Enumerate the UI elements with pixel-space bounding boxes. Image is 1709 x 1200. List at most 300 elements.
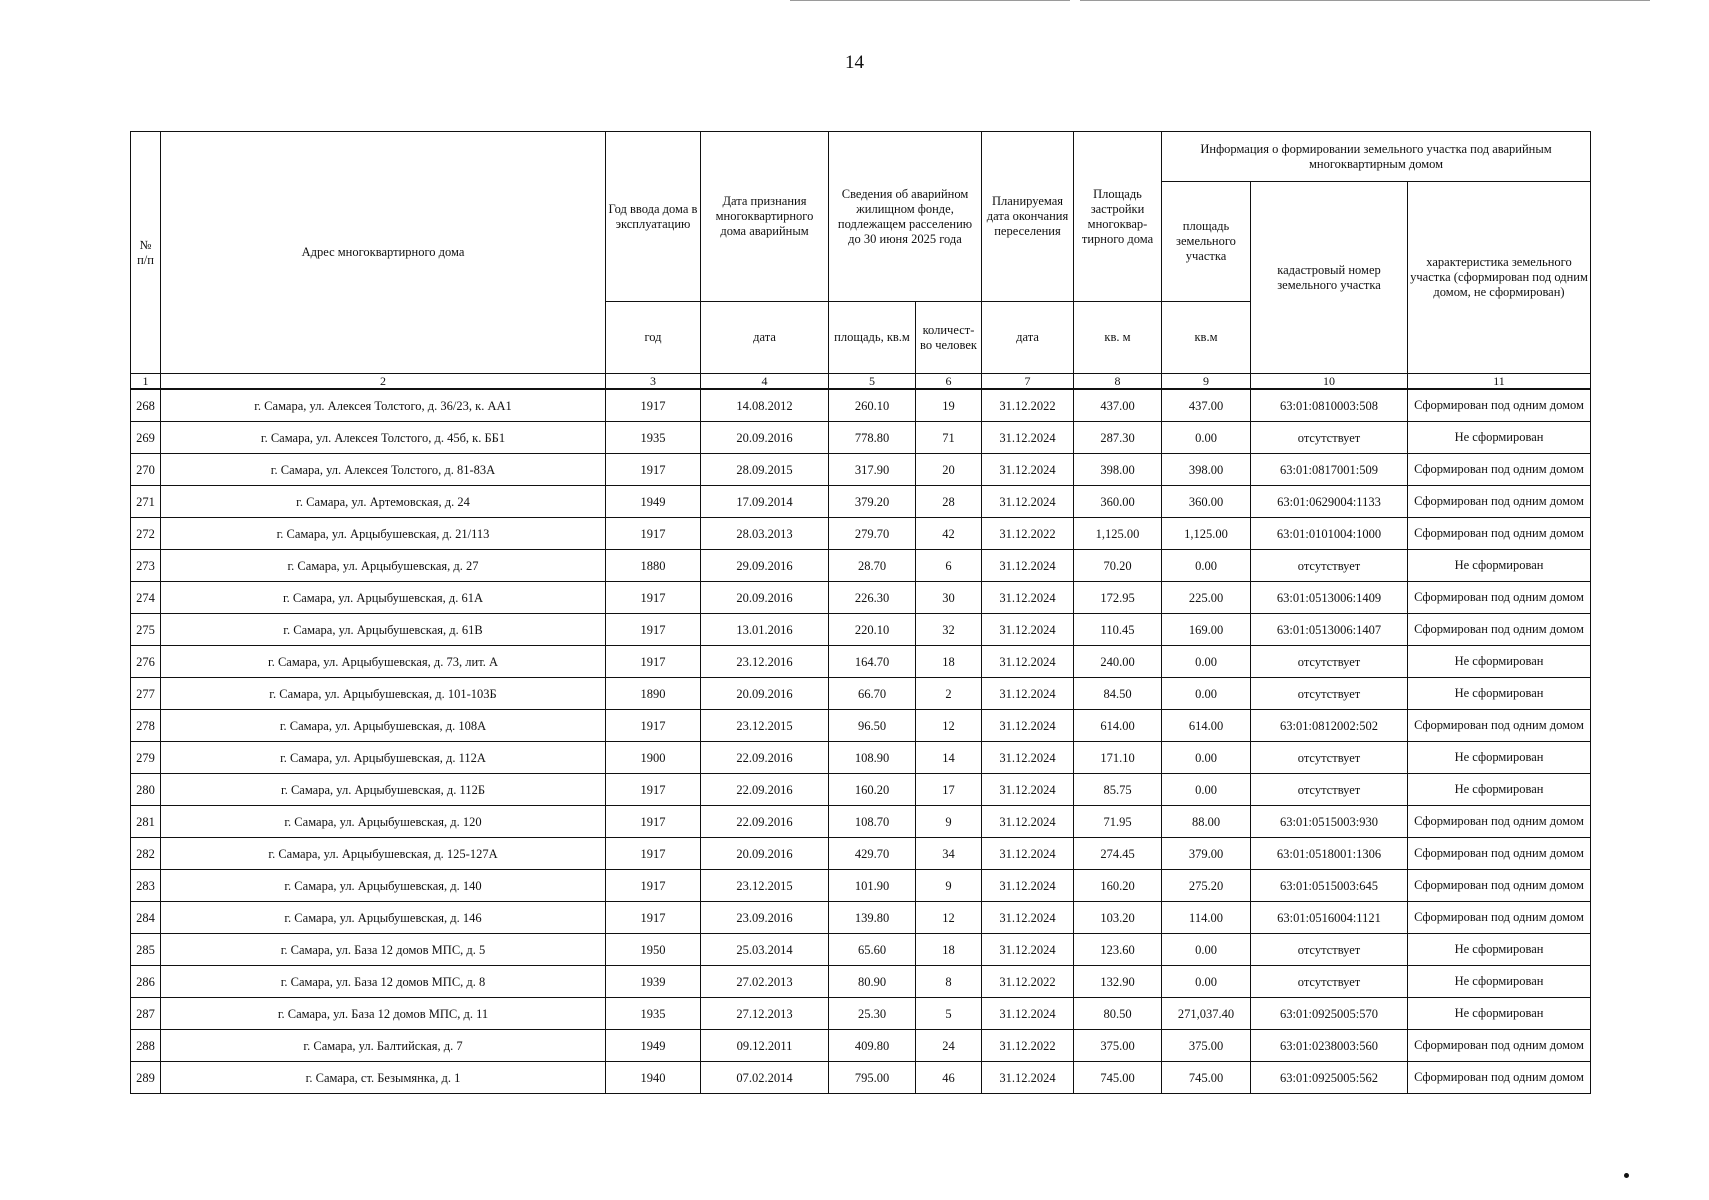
row-address: г. Самара, ул. Арцыбушевская, д. 120	[161, 806, 606, 838]
row-year: 1917	[606, 614, 701, 646]
row-number: 279	[131, 742, 161, 774]
row-building-area: 84.50	[1074, 678, 1162, 710]
row-address: г. Самара, ст. Безымянка, д. 1	[161, 1062, 606, 1094]
row-date-emergency: 22.09.2016	[701, 806, 829, 838]
row-date-emergency: 27.02.2013	[701, 966, 829, 998]
row-year: 1917	[606, 582, 701, 614]
row-area: 260.10	[829, 389, 916, 422]
row-year: 1917	[606, 454, 701, 486]
row-address: г. Самара, ул. Арцыбушевская, д. 61В	[161, 614, 606, 646]
row-year: 1917	[606, 389, 701, 422]
row-land-status: Не сформирован	[1408, 998, 1591, 1030]
table-body	[131, 389, 1591, 1094]
row-land-area: 379.00	[1162, 838, 1251, 870]
page-number: 14	[845, 52, 864, 73]
unit-sqm-build: кв. м	[1074, 302, 1162, 374]
row-number: 276	[131, 646, 161, 678]
row-year: 1917	[606, 870, 701, 902]
column-number: 2	[161, 374, 606, 390]
table-row	[131, 550, 1591, 582]
row-cadastral-number: 63:01:0515003:930	[1251, 806, 1408, 838]
row-land-status: Сформирован под одним домом	[1408, 486, 1591, 518]
row-date-emergency: 14.08.2012	[701, 389, 829, 422]
row-building-area: 1,125.00	[1074, 518, 1162, 550]
row-people: 9	[916, 806, 982, 838]
header-land-info: Информация о формировании земельного участка под аварийным многоквартирным домом	[1162, 132, 1591, 182]
row-address: г. Самара, ул. База 12 домов МПС, д. 8	[161, 966, 606, 998]
row-building-area: 398.00	[1074, 454, 1162, 486]
row-year: 1880	[606, 550, 701, 582]
row-building-area: 70.20	[1074, 550, 1162, 582]
row-cadastral-number: 63:01:0810003:508	[1251, 389, 1408, 422]
row-area: 96.50	[829, 710, 916, 742]
row-planned-end: 31.12.2022	[982, 518, 1074, 550]
row-date-emergency: 25.03.2014	[701, 934, 829, 966]
row-building-area: 132.90	[1074, 966, 1162, 998]
row-address: г. Самара, ул. Алексея Толстого, д. 36/23, к. АА1	[161, 389, 606, 422]
row-area: 429.70	[829, 838, 916, 870]
table-row	[131, 389, 1591, 422]
row-planned-end: 31.12.2024	[982, 838, 1074, 870]
table-row	[131, 1030, 1591, 1062]
row-building-area: 274.45	[1074, 838, 1162, 870]
row-building-area: 160.20	[1074, 870, 1162, 902]
row-planned-end: 31.12.2024	[982, 774, 1074, 806]
header-land-char: характеристика земельного участка (сформирован под одним домом, не сформирован)	[1408, 182, 1591, 374]
row-land-area: 0.00	[1162, 966, 1251, 998]
row-land-status: Сформирован под одним домом	[1408, 389, 1591, 422]
row-land-area: 225.00	[1162, 582, 1251, 614]
row-cadastral-number: 63:01:0513006:1409	[1251, 582, 1408, 614]
table-row	[131, 486, 1591, 518]
row-area: 108.90	[829, 742, 916, 774]
table-row	[131, 454, 1591, 486]
row-land-status: Сформирован под одним домом	[1408, 806, 1591, 838]
table-row	[131, 422, 1591, 454]
row-land-area: 375.00	[1162, 1030, 1251, 1062]
row-number: 288	[131, 1030, 161, 1062]
row-address: г. Самара, ул. База 12 домов МПС, д. 11	[161, 998, 606, 1030]
row-year: 1949	[606, 1030, 701, 1062]
row-land-area: 360.00	[1162, 486, 1251, 518]
row-cadastral-number: отсутствует	[1251, 774, 1408, 806]
row-area: 409.80	[829, 1030, 916, 1062]
column-number: 8	[1074, 374, 1162, 390]
row-address: г. Самара, ул. База 12 домов МПС, д. 5	[161, 934, 606, 966]
row-address: г. Самара, ул. Арцыбушевская, д. 27	[161, 550, 606, 582]
row-cadastral-number: отсутствует	[1251, 678, 1408, 710]
row-people: 18	[916, 646, 982, 678]
table-row	[131, 710, 1591, 742]
row-land-area: 88.00	[1162, 806, 1251, 838]
row-cadastral-number: отсутствует	[1251, 550, 1408, 582]
column-number: 4	[701, 374, 829, 390]
row-number: 269	[131, 422, 161, 454]
row-land-area: 0.00	[1162, 422, 1251, 454]
row-land-area: 745.00	[1162, 1062, 1251, 1094]
row-land-status: Не сформирован	[1408, 742, 1591, 774]
row-planned-end: 31.12.2022	[982, 966, 1074, 998]
table-row	[131, 934, 1591, 966]
row-year: 1917	[606, 774, 701, 806]
row-area: 28.70	[829, 550, 916, 582]
row-year: 1917	[606, 710, 701, 742]
row-date-emergency: 20.09.2016	[701, 422, 829, 454]
row-area: 80.90	[829, 966, 916, 998]
row-building-area: 71.95	[1074, 806, 1162, 838]
row-people: 46	[916, 1062, 982, 1094]
row-number: 289	[131, 1062, 161, 1094]
row-address: г. Самара, ул. Артемовская, д. 24	[161, 486, 606, 518]
row-date-emergency: 28.03.2013	[701, 518, 829, 550]
scan-speck	[1624, 1173, 1629, 1178]
row-address: г. Самара, ул. Арцыбушевская, д. 21/113	[161, 518, 606, 550]
row-date-emergency: 22.09.2016	[701, 742, 829, 774]
row-date-emergency: 09.12.2011	[701, 1030, 829, 1062]
row-date-emergency: 17.09.2014	[701, 486, 829, 518]
row-building-area: 360.00	[1074, 486, 1162, 518]
row-date-emergency: 23.09.2016	[701, 902, 829, 934]
row-number: 268	[131, 389, 161, 422]
row-land-status: Сформирован под одним домом	[1408, 710, 1591, 742]
row-planned-end: 31.12.2022	[982, 389, 1074, 422]
column-number: 1	[131, 374, 161, 390]
row-land-area: 114.00	[1162, 902, 1251, 934]
unit-date: дата	[701, 302, 829, 374]
row-land-area: 0.00	[1162, 774, 1251, 806]
row-land-status: Не сформирован	[1408, 646, 1591, 678]
row-area: 101.90	[829, 870, 916, 902]
unit-sqm-land: кв.м	[1162, 302, 1251, 374]
row-building-area: 80.50	[1074, 998, 1162, 1030]
header-num: № п/п	[131, 132, 161, 374]
row-land-status: Сформирован под одним домом	[1408, 902, 1591, 934]
row-address: г. Самара, ул. Арцыбушевская, д. 61А	[161, 582, 606, 614]
row-number: 274	[131, 582, 161, 614]
row-people: 6	[916, 550, 982, 582]
row-planned-end: 31.12.2024	[982, 678, 1074, 710]
row-building-area: 614.00	[1074, 710, 1162, 742]
row-number: 283	[131, 870, 161, 902]
row-people: 42	[916, 518, 982, 550]
row-area: 139.80	[829, 902, 916, 934]
row-people: 5	[916, 998, 982, 1030]
row-people: 9	[916, 870, 982, 902]
row-people: 19	[916, 389, 982, 422]
row-date-emergency: 23.12.2015	[701, 870, 829, 902]
row-people: 24	[916, 1030, 982, 1062]
row-land-status: Не сформирован	[1408, 934, 1591, 966]
row-number: 285	[131, 934, 161, 966]
row-number: 284	[131, 902, 161, 934]
row-land-status: Сформирован под одним домом	[1408, 1030, 1591, 1062]
row-number: 281	[131, 806, 161, 838]
row-land-status: Не сформирован	[1408, 422, 1591, 454]
row-planned-end: 31.12.2024	[982, 806, 1074, 838]
row-area: 795.00	[829, 1062, 916, 1094]
row-year: 1917	[606, 518, 701, 550]
table-row	[131, 614, 1591, 646]
column-number: 5	[829, 374, 916, 390]
row-people: 8	[916, 966, 982, 998]
unit-people: количест-во человек	[916, 302, 982, 374]
row-land-area: 614.00	[1162, 710, 1251, 742]
row-cadastral-number: 63:01:0518001:1306	[1251, 838, 1408, 870]
row-area: 108.70	[829, 806, 916, 838]
row-planned-end: 31.12.2024	[982, 1062, 1074, 1094]
row-address: г. Самара, ул. Алексея Толстого, д. 45б, к. ББ1	[161, 422, 606, 454]
emergency-housing-table	[130, 131, 1591, 1094]
row-number: 273	[131, 550, 161, 582]
row-number: 271	[131, 486, 161, 518]
row-cadastral-number: 63:01:0513006:1407	[1251, 614, 1408, 646]
row-year: 1900	[606, 742, 701, 774]
table-row	[131, 838, 1591, 870]
row-number: 286	[131, 966, 161, 998]
header-emergency-fund: Сведения об аварийном жилищном фонде, подлежащем расселению до 30 июня 2025 года	[829, 132, 982, 302]
row-land-area: 0.00	[1162, 742, 1251, 774]
scan-top-rule	[1080, 0, 1650, 1]
row-date-emergency: 27.12.2013	[701, 998, 829, 1030]
row-number: 277	[131, 678, 161, 710]
row-land-area: 0.00	[1162, 550, 1251, 582]
row-people: 20	[916, 454, 982, 486]
row-people: 12	[916, 902, 982, 934]
row-land-status: Не сформирован	[1408, 966, 1591, 998]
row-address: г. Самара, ул. Арцыбушевская, д. 112А	[161, 742, 606, 774]
row-planned-end: 31.12.2024	[982, 710, 1074, 742]
row-land-area: 398.00	[1162, 454, 1251, 486]
table-row	[131, 646, 1591, 678]
table-header	[131, 132, 1591, 390]
row-planned-end: 31.12.2024	[982, 422, 1074, 454]
row-date-emergency: 22.09.2016	[701, 774, 829, 806]
row-people: 71	[916, 422, 982, 454]
row-number: 275	[131, 614, 161, 646]
row-number: 270	[131, 454, 161, 486]
row-area: 226.30	[829, 582, 916, 614]
row-land-status: Не сформирован	[1408, 550, 1591, 582]
table-row	[131, 518, 1591, 550]
row-year: 1940	[606, 1062, 701, 1094]
row-area: 65.60	[829, 934, 916, 966]
row-number: 282	[131, 838, 161, 870]
row-planned-end: 31.12.2024	[982, 742, 1074, 774]
row-people: 32	[916, 614, 982, 646]
row-building-area: 287.30	[1074, 422, 1162, 454]
row-land-area: 1,125.00	[1162, 518, 1251, 550]
row-cadastral-number: 63:01:0515003:645	[1251, 870, 1408, 902]
row-land-status: Не сформирован	[1408, 774, 1591, 806]
table-row	[131, 806, 1591, 838]
row-building-area: 85.75	[1074, 774, 1162, 806]
table-row	[131, 870, 1591, 902]
column-number: 3	[606, 374, 701, 390]
row-people: 12	[916, 710, 982, 742]
row-building-area: 103.20	[1074, 902, 1162, 934]
row-cadastral-number: 63:01:0238003:560	[1251, 1030, 1408, 1062]
row-planned-end: 31.12.2024	[982, 550, 1074, 582]
row-date-emergency: 23.12.2015	[701, 710, 829, 742]
row-number: 287	[131, 998, 161, 1030]
row-land-status: Сформирован под одним домом	[1408, 518, 1591, 550]
row-number: 278	[131, 710, 161, 742]
row-area: 66.70	[829, 678, 916, 710]
row-land-area: 437.00	[1162, 389, 1251, 422]
row-cadastral-number: 63:01:0925005:562	[1251, 1062, 1408, 1094]
row-people: 14	[916, 742, 982, 774]
column-number: 7	[982, 374, 1074, 390]
row-date-emergency: 29.09.2016	[701, 550, 829, 582]
row-date-emergency: 23.12.2016	[701, 646, 829, 678]
row-people: 18	[916, 934, 982, 966]
row-address: г. Самара, ул. Балтийская, д. 7	[161, 1030, 606, 1062]
row-date-emergency: 28.09.2015	[701, 454, 829, 486]
row-cadastral-number: 63:01:0925005:570	[1251, 998, 1408, 1030]
row-planned-end: 31.12.2024	[982, 582, 1074, 614]
row-planned-end: 31.12.2024	[982, 646, 1074, 678]
row-building-area: 172.95	[1074, 582, 1162, 614]
row-land-status: Сформирован под одним домом	[1408, 870, 1591, 902]
row-cadastral-number: отсутствует	[1251, 742, 1408, 774]
row-year: 1939	[606, 966, 701, 998]
table-row	[131, 966, 1591, 998]
row-planned-end: 31.12.2024	[982, 870, 1074, 902]
table-row	[131, 998, 1591, 1030]
row-area: 279.70	[829, 518, 916, 550]
header-land-area: площадь земельного участка	[1162, 182, 1251, 302]
row-cadastral-number: отсутствует	[1251, 934, 1408, 966]
row-building-area: 375.00	[1074, 1030, 1162, 1062]
column-number: 6	[916, 374, 982, 390]
row-land-status: Не сформирован	[1408, 678, 1591, 710]
row-address: г. Самара, ул. Арцыбушевская, д. 146	[161, 902, 606, 934]
row-planned-end: 31.12.2024	[982, 454, 1074, 486]
row-year: 1949	[606, 486, 701, 518]
row-planned-end: 31.12.2022	[982, 1030, 1074, 1062]
row-planned-end: 31.12.2024	[982, 902, 1074, 934]
header-address: Адрес многоквартирного дома	[161, 132, 606, 374]
row-people: 34	[916, 838, 982, 870]
table-row	[131, 902, 1591, 934]
row-date-emergency: 20.09.2016	[701, 838, 829, 870]
row-address: г. Самара, ул. Арцыбушевская, д. 108А	[161, 710, 606, 742]
row-planned-end: 31.12.2024	[982, 486, 1074, 518]
row-area: 778.80	[829, 422, 916, 454]
row-year: 1950	[606, 934, 701, 966]
unit-date-end: дата	[982, 302, 1074, 374]
header-cadastral: кадастровый номер земельного участка	[1251, 182, 1408, 374]
row-year: 1917	[606, 838, 701, 870]
column-number: 9	[1162, 374, 1251, 390]
row-year: 1917	[606, 806, 701, 838]
row-building-area: 110.45	[1074, 614, 1162, 646]
row-cadastral-number: отсутствует	[1251, 966, 1408, 998]
row-building-area: 171.10	[1074, 742, 1162, 774]
row-cadastral-number: отсутствует	[1251, 422, 1408, 454]
row-land-area: 169.00	[1162, 614, 1251, 646]
row-date-emergency: 20.09.2016	[701, 582, 829, 614]
row-address: г. Самара, ул. Арцыбушевская, д. 101-103Б	[161, 678, 606, 710]
row-cadastral-number: 63:01:0817001:509	[1251, 454, 1408, 486]
row-people: 2	[916, 678, 982, 710]
row-people: 17	[916, 774, 982, 806]
row-date-emergency: 20.09.2016	[701, 678, 829, 710]
row-area: 160.20	[829, 774, 916, 806]
row-building-area: 240.00	[1074, 646, 1162, 678]
row-address: г. Самара, ул. Алексея Толстого, д. 81-83А	[161, 454, 606, 486]
scan-top-rule	[790, 0, 1070, 1]
row-people: 30	[916, 582, 982, 614]
row-date-emergency: 13.01.2016	[701, 614, 829, 646]
row-land-status: Сформирован под одним домом	[1408, 1062, 1591, 1094]
row-cadastral-number: отсутствует	[1251, 646, 1408, 678]
row-year: 1917	[606, 646, 701, 678]
unit-year: год	[606, 302, 701, 374]
row-area: 317.90	[829, 454, 916, 486]
row-year: 1917	[606, 902, 701, 934]
row-cadastral-number: 63:01:0629004:1133	[1251, 486, 1408, 518]
header-planned-end: Планируемая дата окончания переселения	[982, 132, 1074, 302]
row-land-status: Сформирован под одним домом	[1408, 614, 1591, 646]
row-address: г. Самара, ул. Арцыбушевская, д. 73, лит. А	[161, 646, 606, 678]
row-area: 164.70	[829, 646, 916, 678]
row-area: 25.30	[829, 998, 916, 1030]
row-planned-end: 31.12.2024	[982, 934, 1074, 966]
row-number: 280	[131, 774, 161, 806]
row-number: 272	[131, 518, 161, 550]
table-row	[131, 742, 1591, 774]
unit-area: площадь, кв.м	[829, 302, 916, 374]
row-address: г. Самара, ул. Арцыбушевская, д. 125-127А	[161, 838, 606, 870]
header-year-entry: Год ввода дома в эксплуатацию	[606, 132, 701, 302]
row-land-status: Сформирован под одним домом	[1408, 838, 1591, 870]
table-row	[131, 678, 1591, 710]
header-building-area: Площадь застройки многоквар-тирного дома	[1074, 132, 1162, 302]
row-land-area: 0.00	[1162, 646, 1251, 678]
row-planned-end: 31.12.2024	[982, 998, 1074, 1030]
row-address: г. Самара, ул. Арцыбушевская, д. 112Б	[161, 774, 606, 806]
row-land-area: 0.00	[1162, 934, 1251, 966]
row-date-emergency: 07.02.2014	[701, 1062, 829, 1094]
table-row	[131, 774, 1591, 806]
row-area: 220.10	[829, 614, 916, 646]
table-row	[131, 582, 1591, 614]
row-cadastral-number: 63:01:0812002:502	[1251, 710, 1408, 742]
row-land-status: Сформирован под одним домом	[1408, 582, 1591, 614]
row-land-area: 0.00	[1162, 678, 1251, 710]
row-cadastral-number: 63:01:0101004:1000	[1251, 518, 1408, 550]
row-land-area: 271,037.40	[1162, 998, 1251, 1030]
row-land-area: 275.20	[1162, 870, 1251, 902]
row-land-status: Сформирован под одним домом	[1408, 454, 1591, 486]
row-cadastral-number: 63:01:0516004:1121	[1251, 902, 1408, 934]
row-planned-end: 31.12.2024	[982, 614, 1074, 646]
row-people: 28	[916, 486, 982, 518]
table-row	[131, 1062, 1591, 1094]
row-building-area: 745.00	[1074, 1062, 1162, 1094]
row-building-area: 123.60	[1074, 934, 1162, 966]
row-year: 1935	[606, 422, 701, 454]
column-number: 11	[1408, 374, 1591, 390]
row-building-area: 437.00	[1074, 389, 1162, 422]
row-year: 1890	[606, 678, 701, 710]
column-number: 10	[1251, 374, 1408, 390]
row-address: г. Самара, ул. Арцыбушевская, д. 140	[161, 870, 606, 902]
row-year: 1935	[606, 998, 701, 1030]
header-date-emergency: Дата признания многоквартирного дома аварийным	[701, 132, 829, 302]
row-area: 379.20	[829, 486, 916, 518]
